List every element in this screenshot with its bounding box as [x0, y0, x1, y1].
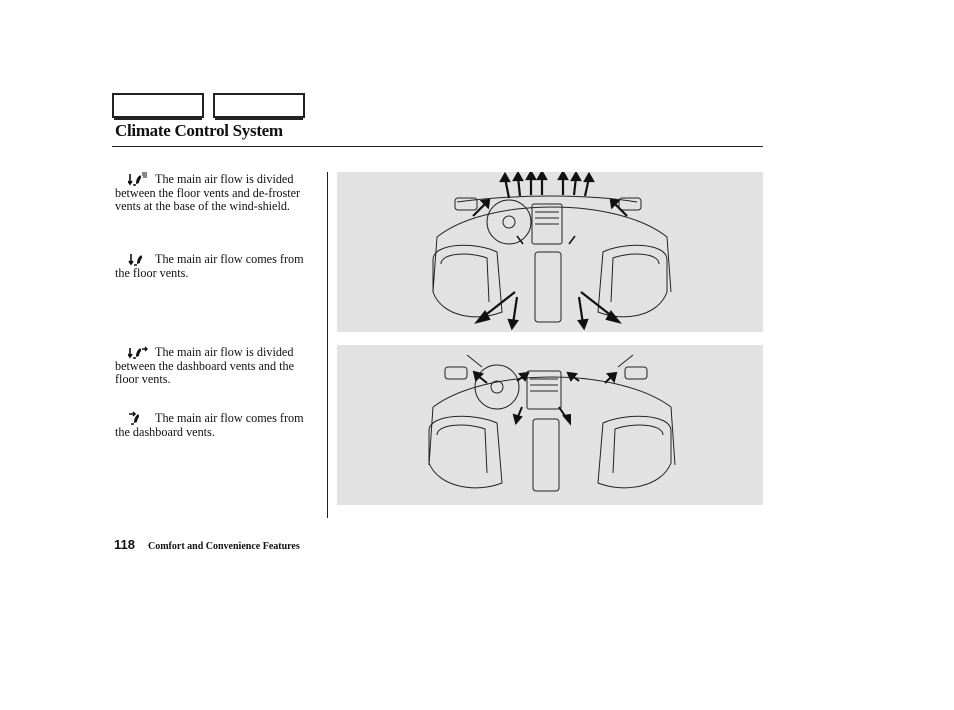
mode-description-dashboard: The main air flow comes from the dashboard vents.	[115, 411, 304, 439]
page-title: Climate Control System	[115, 121, 283, 140]
header-tab-right	[213, 93, 305, 118]
bilevel-mode-icon	[115, 345, 155, 359]
page-number: 118	[114, 537, 135, 552]
header-tab-left	[112, 93, 204, 118]
section-name: Comfort and Convenience Features	[148, 541, 300, 552]
title-rule	[112, 146, 763, 147]
cabin-airflow-floor-defrost-illustration	[337, 172, 763, 332]
mode-description-bilevel: The main air flow is divided between the dashboard vents and the floor vents.	[115, 345, 295, 386]
dashboard-mode-icon	[115, 411, 155, 425]
column-divider	[327, 172, 328, 518]
mode-description-floor-defrost: The main air flow is divided between the floor vents and de-froster vents at the base of the wind-shield.	[115, 172, 301, 213]
floor-mode-icon	[115, 252, 155, 266]
floor-defrost-mode-icon	[115, 172, 155, 186]
mode-description-floor: The main air flow comes from the floor vents.	[115, 252, 304, 280]
cabin-airflow-dashboard-illustration	[337, 345, 763, 505]
